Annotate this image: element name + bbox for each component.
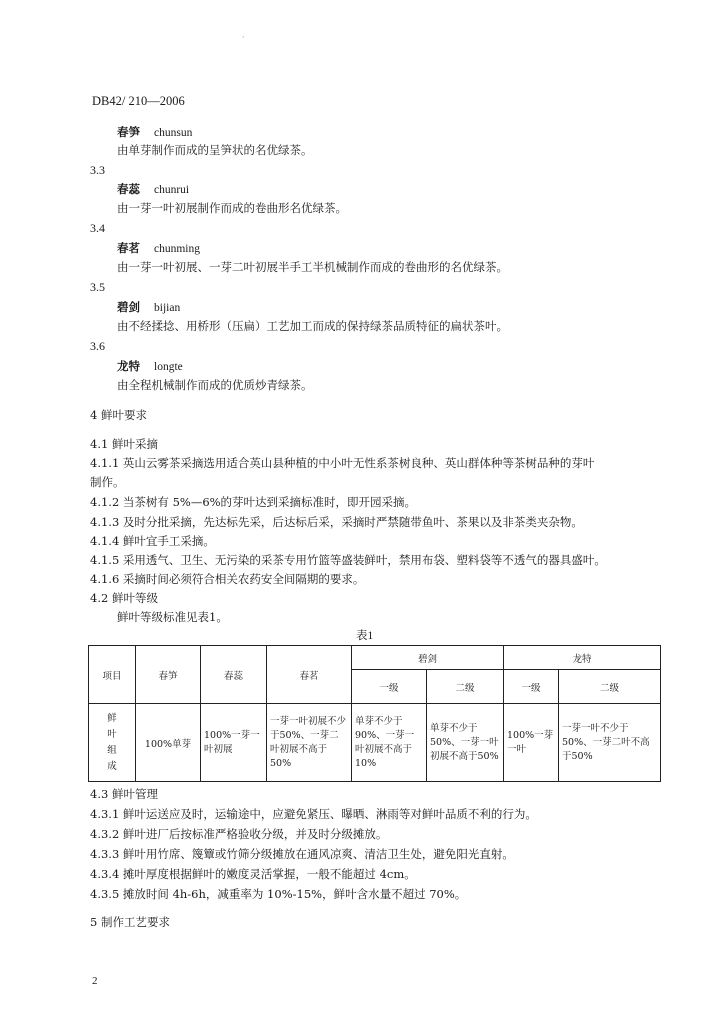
section-heading: 5 制作工艺要求 — [90, 915, 170, 929]
term-pinyin: chunrui — [154, 184, 190, 196]
term-pinyin: longte — [154, 361, 183, 373]
term-pinyin: bijian — [154, 302, 181, 314]
clause-text: 4.1.4 鲜叶宜手工采摘。 — [90, 534, 215, 548]
term-definition: 由一芽一叶初展制作而成的卷曲形名优绿茶。 — [117, 201, 347, 215]
table-header-chunming: 春茗 — [267, 646, 352, 704]
term-definition: 由单芽制作而成的呈笋状的名优绿茶。 — [117, 143, 313, 157]
table-cell: 100%一芽一叶初展 — [201, 704, 267, 782]
table-header-grade1: 一级 — [504, 670, 559, 704]
table-cell: 100%一芽一叶 — [504, 704, 559, 782]
row-label-char: 叶 — [107, 728, 117, 740]
term-name: 碧剑 — [117, 300, 140, 314]
table-header-grade1: 一级 — [352, 670, 427, 704]
table-header-grade2: 二级 — [427, 670, 504, 704]
clause-number: 3.5 — [90, 280, 105, 294]
term-heading — [117, 240, 200, 256]
subsection-heading: 4.3 鲜叶管理 — [90, 787, 158, 801]
term-pinyin: chunsun — [154, 127, 193, 139]
table-header-longte: 龙特 — [504, 646, 661, 670]
term-heading — [117, 358, 183, 374]
clause-text: 4.3.1 鲜叶运送应及时，运输途中，应避免紧压、曝晒、淋雨等对鲜叶品质不利的行为。 — [90, 807, 537, 821]
clause-text: 4.1.5 采用透气、卫生、无污染的采茶专用竹篮等盛装鲜叶，禁用布袋、塑料袋等不透气的器具盛叶。 — [90, 553, 606, 567]
clause-text: 4.1.2 当茶树有 5%—6%的芽叶达到采摘标准时，即开园采摘。 — [90, 495, 417, 509]
table-cell: 一芽一叶不少于50%、一芽二叶不高于50% — [559, 704, 661, 782]
clause-text: 4.3.2 鲜叶进厂后按标准严格验收分级，并及时分级摊放。 — [90, 827, 388, 841]
term-name: 春茗 — [117, 241, 140, 255]
term-name: 龙特 — [117, 359, 140, 373]
table-header-chunsun: 春笋 — [136, 646, 201, 704]
clause-text-continued: 制作。 — [90, 475, 125, 489]
clause-number: 3.6 — [90, 339, 105, 353]
row-label-char: 组 — [107, 744, 117, 756]
term-name: 春蕊 — [117, 182, 140, 196]
term-definition: 由不经揉捻、用桥形（压扁）工艺加工而成的保持绿茶品质特征的扁状茶叶。 — [117, 319, 508, 333]
table-cell: 100%单芽 — [136, 704, 201, 782]
term-heading — [117, 124, 192, 140]
table-row-label — [89, 704, 136, 782]
clause-text: 4.1.6 采摘时间必须符合相关农药安全间隔期的要求。 — [90, 572, 365, 586]
row-label-char: 鲜 — [107, 712, 117, 724]
clause-text: 4.3.5 摊放时间 4h-6h，减重率为 10%-15%，鲜叶含水量不超过 70%。 — [90, 887, 467, 901]
top-mark: · — [242, 33, 245, 42]
clause-number: 3.4 — [90, 221, 105, 235]
subsection-heading: 4.1 鲜叶采摘 — [90, 437, 158, 451]
subsection-heading: 4.2 鲜叶等级 — [90, 591, 158, 605]
term-definition: 由一芽一叶初展、一芽二叶初展半手工半机械制作而成的卷曲形的名优绿茶。 — [117, 260, 508, 274]
term-name: 春笋 — [117, 125, 140, 139]
fresh-leaf-grade-table — [88, 645, 661, 782]
row-label-char: 成 — [107, 760, 117, 772]
table-header-grade2: 二级 — [559, 670, 661, 704]
table-header-bijian: 碧剑 — [352, 646, 504, 670]
clause-text: 4.1.3 及时分批采摘，先达标先采，后达标后采，采摘时严禁随带鱼叶、茶果以及非茶类夹杂物。 — [90, 515, 583, 529]
table-caption: 表1 — [356, 630, 374, 642]
table-cell: 一芽一叶初展不少于50%、一芽二叶初展不高于50% — [267, 704, 352, 782]
clause-text: 4.3.4 摊叶厚度根据鲜叶的嫩度灵活掌握，一般不能超过 4cm。 — [90, 867, 416, 881]
section-heading: 4 鲜叶要求 — [90, 408, 147, 422]
clause-text: 鲜叶等级标准见表1。 — [117, 610, 228, 624]
clause-text: 4.1.1 英山云雾茶采摘选用适合英山县种植的中小叶无性系茶树良种、英山群体种等茶树品种的芽叶 — [90, 456, 595, 470]
page-number: 2 — [92, 975, 98, 987]
table-cell: 单芽不少于90%、一芽一叶初展不高于10% — [352, 704, 427, 782]
table-cell: 单芽不少于50%、一芽一叶初展不高于50% — [427, 704, 504, 782]
table-header-chunrui: 春蕊 — [201, 646, 267, 704]
term-heading — [117, 299, 180, 315]
document-id: DB42/ 210—2006 — [92, 94, 185, 108]
table-header-item: 项目 — [89, 646, 136, 704]
clause-number: 3.3 — [90, 163, 105, 177]
term-heading — [117, 181, 189, 197]
term-definition: 由全程机械制作而成的优质炒青绿茶。 — [117, 378, 313, 392]
clause-text: 4.3.3 鲜叶用竹席、篾簟或竹筛分级摊放在通风凉爽、清洁卫生处，避免阳光直射。 — [90, 847, 514, 861]
term-pinyin: chunming — [154, 243, 200, 255]
